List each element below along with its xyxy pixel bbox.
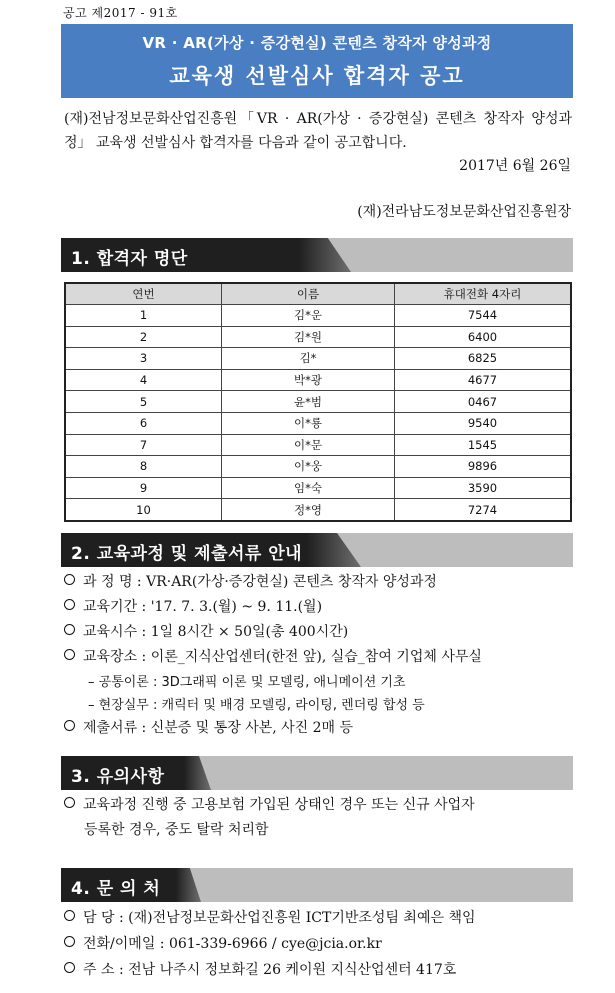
cell-no: 2: [65, 326, 222, 348]
bullet-circle-icon: [64, 797, 75, 808]
section2-title: 2. 교육과정 및 제출서류 안내: [71, 544, 303, 564]
cell-phone: 1545: [395, 434, 572, 456]
hours-text: 교육시수 : 1일 8시간 × 50일(총 400시간): [83, 624, 349, 640]
note-text-line1: 교육과정 진행 중 고용보험 가입된 상태인 경우 또는 신규 사업자: [83, 797, 475, 813]
cell-name: 임*숙: [222, 477, 395, 499]
bullet-circle-icon: [64, 936, 75, 947]
col-header-phone: 휴대전화 4자리: [395, 283, 572, 305]
phone-email-text: 전화/이메일 : 061-339-6966 / cye@jcia.or.kr: [83, 936, 382, 952]
table-row: [65, 477, 571, 499]
cell-phone: 6825: [395, 348, 572, 370]
cell-name: 윤*범: [222, 391, 395, 413]
bullet-circle-icon: [64, 962, 75, 973]
contact-person-text: 담 당 : (재)전남정보문화산업진흥원 ICT기반조성팀 최예은 책임: [83, 910, 476, 926]
issuer-name: (재)전라남도정보문화산업진흥원장: [357, 204, 571, 220]
cell-phone: 9896: [395, 456, 572, 478]
cell-phone: 7544: [395, 305, 572, 327]
roster-table: [64, 282, 572, 522]
practice-subitem: – 현장실무 : 캐릭터 및 배경 모델링, 라이팅, 렌더링 합성 등: [88, 698, 425, 713]
bullet-circle-icon: [64, 910, 75, 921]
cell-no: 3: [65, 348, 222, 370]
cell-no: 7: [65, 434, 222, 456]
cell-no: 5: [65, 391, 222, 413]
cell-name: 이*웅: [222, 456, 395, 478]
cell-phone: 6400: [395, 326, 572, 348]
cell-name: 김*원: [222, 326, 395, 348]
documents-item: [64, 717, 353, 737]
period-text: 교육기간 : '17. 7. 3.(월) ~ 9. 11.(월): [83, 599, 323, 615]
cell-no: 6: [65, 412, 222, 434]
cell-name: 김*: [222, 348, 395, 370]
course-name-item: [64, 571, 437, 591]
section3-title: 3. 유의사항: [71, 767, 165, 787]
cell-phone: 7274: [395, 499, 572, 521]
section1-header: [61, 238, 573, 272]
notice-number: 공고 제2017 - 91호: [63, 6, 178, 20]
title-line1: VR · AR(가상 · 증강현실) 콘텐츠 창작자 양성과정: [142, 34, 492, 52]
cell-phone: 4677: [395, 369, 572, 391]
table-row: [65, 412, 571, 434]
phone-email-item: [64, 933, 382, 953]
cell-no: 8: [65, 456, 222, 478]
hours-item: [64, 621, 348, 641]
place-item: [64, 646, 482, 666]
table-row: [65, 434, 571, 456]
bullet-circle-icon: [64, 720, 75, 731]
theory-subitem: – 공통이론 : 3D그래픽 이론 및 모델링, 애니메이션 기초: [88, 675, 406, 690]
section1-title: 1. 합격자 명단: [71, 249, 188, 269]
table-row: [65, 391, 571, 413]
course-name-text: 과 정 명 : VR·AR(가상·증강현실) 콘텐츠 창작자 양성과정: [83, 574, 437, 590]
period-item: [64, 596, 322, 616]
table-row: [65, 499, 571, 521]
table-row: [65, 305, 571, 327]
col-header-name: 이름: [222, 283, 395, 305]
cell-phone: 3590: [395, 477, 572, 499]
cell-name: 이*룡: [222, 412, 395, 434]
table-row: [65, 369, 571, 391]
documents-text: 제출서류 : 신분증 및 통장 사본, 사진 2매 등: [83, 720, 354, 736]
note-item: [64, 794, 475, 814]
intro-paragraph: (재)전남정보문화산업진흥원「VR · AR(가상 · 증강현실) 콘텐츠 창작자 양성과정」 교육생 선발심사 합격자를 다음과 같이 공고합니다.: [64, 111, 572, 151]
cell-name: 박*광: [222, 369, 395, 391]
address-item: [64, 959, 456, 979]
bullet-circle-icon: [64, 599, 75, 610]
cell-name: 이*문: [222, 434, 395, 456]
bullet-circle-icon: [64, 624, 75, 635]
cell-no: 1: [65, 305, 222, 327]
bullet-circle-icon: [64, 649, 75, 660]
title-banner: [61, 24, 573, 98]
table-row: [65, 326, 571, 348]
contact-person-item: [64, 907, 476, 927]
section4-title: 4. 문 의 처: [71, 879, 161, 899]
table-header-row: [65, 283, 571, 305]
place-text: 교육장소 : 이론_지식산업센터(한전 앞), 실습_참여 기업체 사무실: [83, 649, 482, 665]
col-header-no: 연번: [65, 283, 222, 305]
table-row: [65, 456, 571, 478]
cell-name: 정*영: [222, 499, 395, 521]
page-title: 교육생 선발심사 합격자 공고: [169, 64, 465, 88]
cell-no: 9: [65, 477, 222, 499]
bullet-circle-icon: [64, 574, 75, 585]
cell-name: 김*운: [222, 305, 395, 327]
cell-no: 10: [65, 499, 222, 521]
address-text: 주 소 : 전남 나주시 정보화길 26 케이원 지식산업센터 417호: [83, 962, 457, 978]
cell-phone: 0467: [395, 391, 572, 413]
announcement-date: 2017년 6월 26일: [459, 158, 571, 174]
section4-header: [61, 868, 573, 902]
section3-header: [61, 756, 573, 790]
note-text-line2: 등록한 경우, 중도 탈락 처리함: [84, 822, 269, 838]
cell-no: 4: [65, 369, 222, 391]
table-row: [65, 348, 571, 370]
cell-phone: 9540: [395, 412, 572, 434]
section2-header: [61, 533, 573, 567]
